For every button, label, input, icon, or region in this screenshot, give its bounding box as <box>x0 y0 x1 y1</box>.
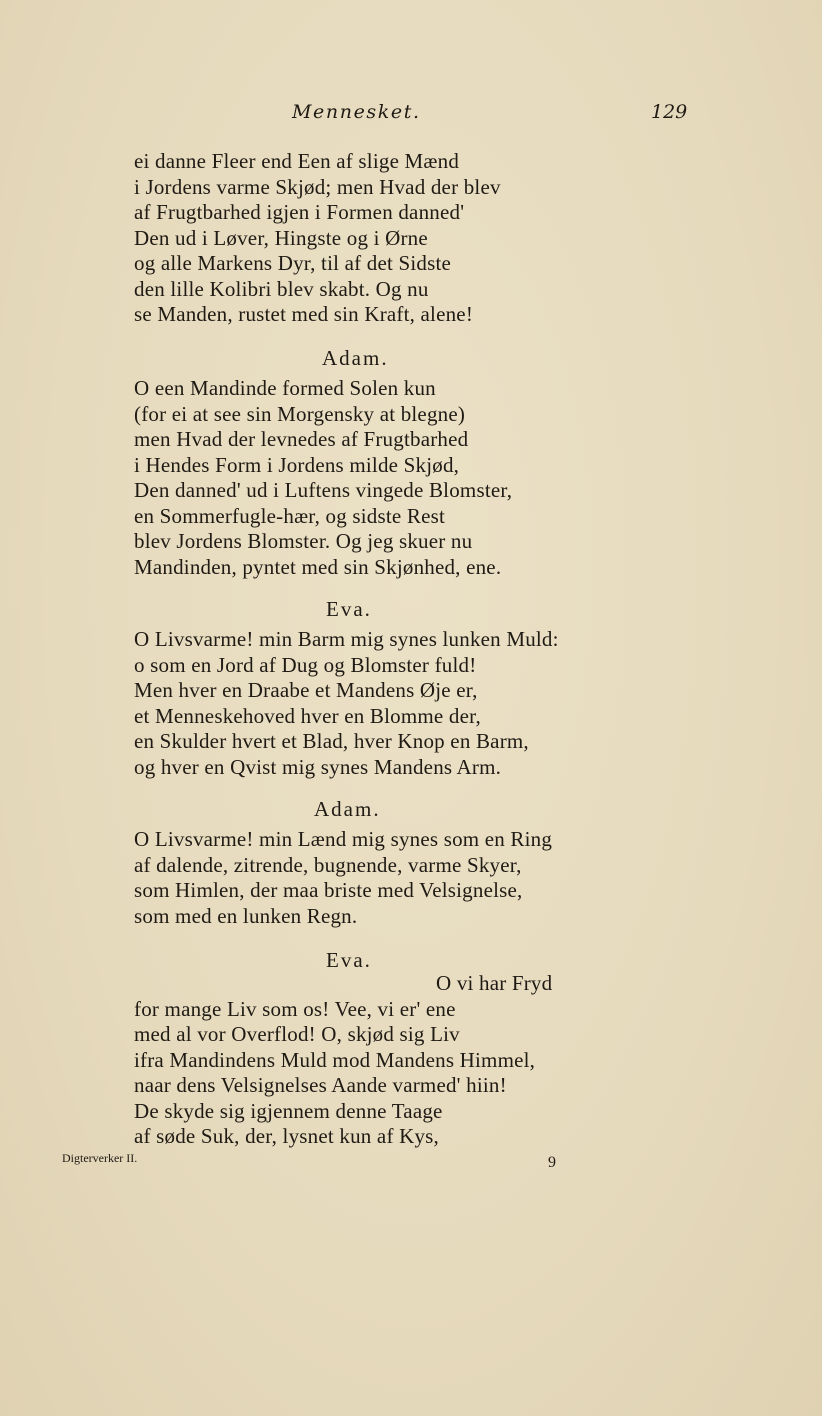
verse-line: o som en Jord af Dug og Blomster fuld! <box>134 652 477 677</box>
stanza-1 <box>134 149 604 328</box>
verse-line: ifra Mandindens Muld mod Mandens Himmel, <box>134 1047 536 1072</box>
verse-line: O vi har Fryd <box>436 971 553 995</box>
verse-line: af søde Suk, der, lysnet kun af Kys, <box>134 1124 439 1148</box>
page-number: 129 <box>651 101 688 123</box>
running-head-title: Mennesket. <box>292 101 421 123</box>
verse-line: af Frugtbarhed igjen i Formen danned' <box>134 200 465 224</box>
printer-signature: Digterverker II. <box>62 1151 138 1165</box>
sheet-number: 9 <box>548 1154 556 1171</box>
verse-line: men Hvad der levnedes af Frugtbarhed <box>134 427 469 451</box>
verse-line: og alle Markens Dyr, til af det Sidste <box>134 251 452 275</box>
verse-line: (for ei at see sin Morgensky at blegne) <box>134 401 466 426</box>
verse-line: som Himlen, der maa briste med Velsignelse, <box>134 878 523 902</box>
speaker-eva: Eva. <box>326 597 372 621</box>
verse-line: i Jordens varme Skjød; men Hvad der blev <box>134 174 501 199</box>
verse-line: Men hver en Draabe et Mandens Øje er, <box>134 678 478 702</box>
verse-line: i Hendes Form i Jordens milde Skjød, <box>134 452 460 477</box>
stanza-5 <box>134 971 604 1150</box>
verse-line: blev Jordens Blomster. Og jeg skuer nu <box>134 529 473 553</box>
verse-line: Den danned' ud i Luftens vingede Blomster, <box>134 478 513 502</box>
verse-line: den lille Kolibri blev skabt. Og nu <box>134 276 429 301</box>
verse-line: De skyde sig igjennem denne Taage <box>134 1098 443 1123</box>
verse-line: en Sommerfugle-hær, og sidste Rest <box>134 503 446 528</box>
verse-line: O Livsvarme! min Barm mig synes lunken Muld: <box>134 627 559 651</box>
verse-line: Mandinden, pyntet med sin Skjønhed, ene. <box>134 554 502 579</box>
speaker-eva: Eva. <box>326 948 372 972</box>
verse-line: en Skulder hvert et Blad, hver Knop en Barm, <box>134 729 529 753</box>
stanza-3 <box>134 627 604 780</box>
verse-line: naar dens Velsignelses Aande varmed' hiin! <box>134 1073 507 1097</box>
speaker-adam: Adam. <box>322 346 389 370</box>
verse-line: et Menneskehoved hver en Blomme der, <box>134 703 481 728</box>
stanza-2 <box>134 376 604 580</box>
verse-line: for mange Liv som os! Vee, vi er' ene <box>134 996 456 1021</box>
verse-line: Den ud i Løver, Hingste og i Ørne <box>134 225 428 250</box>
speaker-adam: Adam. <box>314 797 381 821</box>
verse-line: af dalende, zitrende, bugnende, varme Skyer, <box>134 852 522 877</box>
stanza-4 <box>134 827 604 929</box>
verse-line: som med en lunken Regn. <box>134 903 358 928</box>
verse-line: se Manden, rustet med sin Kraft, alene! <box>134 302 474 326</box>
verse-line: ei danne Fleer end Een af slige Mænd <box>134 149 460 173</box>
verse-line: O een Mandinde formed Solen kun <box>134 376 436 400</box>
verse-line: O Livsvarme! min Lænd mig synes som en Ring <box>134 827 553 851</box>
verse-line: og hver en Qvist mig synes Mandens Arm. <box>134 754 502 779</box>
verse-line: med al vor Overflod! O, skjød sig Liv <box>134 1022 460 1046</box>
